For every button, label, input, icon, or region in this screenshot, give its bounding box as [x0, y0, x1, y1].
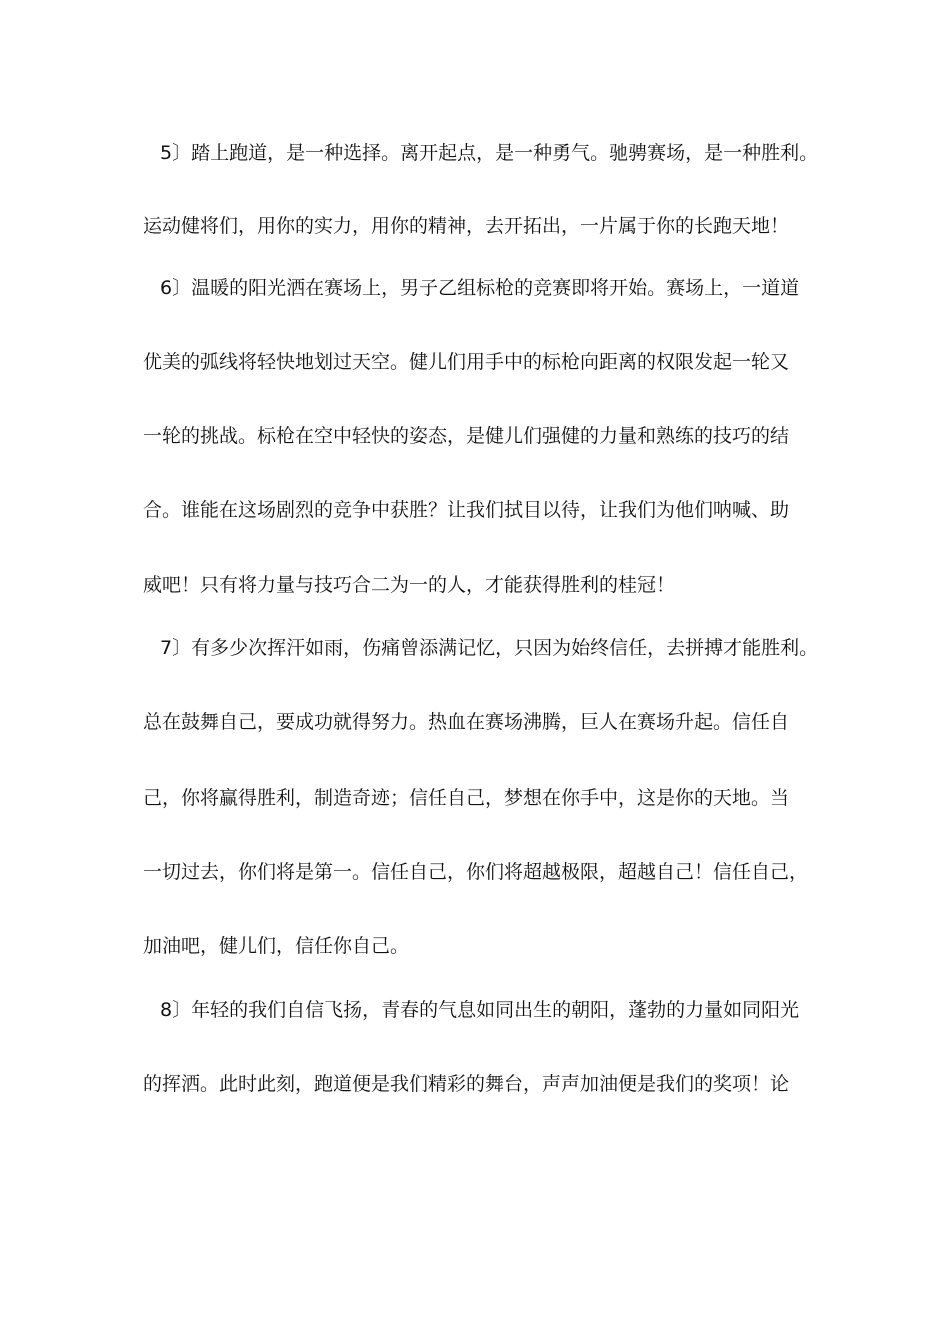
- paragraph-7-line-3: 己，你将赢得胜利，制造奇迹；信任自己，梦想在你手中，这是你的天地。当: [143, 787, 790, 809]
- paragraph-8-line-1: 8〕年轻的我们自信飞扬，青春的气息如同出生的朝阳，蓬勃的力量如同阳光: [160, 999, 800, 1021]
- paragraph-6-line-3: 一轮的挑战。标枪在空中轻快的姿态，是健儿们强健的力量和熟练的技巧的结: [143, 425, 790, 447]
- paragraph-7-line-5: 加油吧，健儿们，信任你自己。: [143, 935, 410, 957]
- paragraph-6-line-4: 合。谁能在这场剧烈的竞争中获胜？让我们拭目以待，让我们为他们呐喊、助: [143, 499, 790, 521]
- paragraph-7-line-4: 一切过去，你们将是第一。信任自己，你们将超越极限，超越自己！信任自己，: [143, 861, 809, 883]
- paragraph-6-line-1: 6〕温暖的阳光洒在赛场上，男子乙组标枪的竞赛即将开始。赛场上，一道道: [160, 277, 800, 299]
- paragraph-5-line-2: 运动健将们，用你的实力，用你的精神，去开拓出，一片属于你的长跑天地！: [143, 215, 790, 237]
- paragraph-8-line-2: 的挥洒。此时此刻，跑道便是我们精彩的舞台，声声加油便是我们的奖项！论: [143, 1073, 790, 1095]
- paragraph-5-line-1: 5〕踏上跑道，是一种选择。离开起点，是一种勇气。驰骋赛场，是一种胜利。: [160, 142, 819, 164]
- paragraph-7-line-2: 总在鼓舞自己，要成功就得努力。热血在赛场沸腾，巨人在赛场升起。信任自: [143, 711, 790, 733]
- paragraph-7-line-1: 7〕有多少次挥汗如雨，伤痛曾添满记忆，只因为始终信任，去拼搏才能胜利。: [160, 637, 819, 659]
- paragraph-6-line-5: 威吧！只有将力量与技巧合二为一的人，才能获得胜利的桂冠！: [143, 574, 676, 596]
- paragraph-6-line-2: 优美的弧线将轻快地划过天空。健儿们用手中的标枪向距离的权限发起一轮又: [143, 351, 790, 373]
